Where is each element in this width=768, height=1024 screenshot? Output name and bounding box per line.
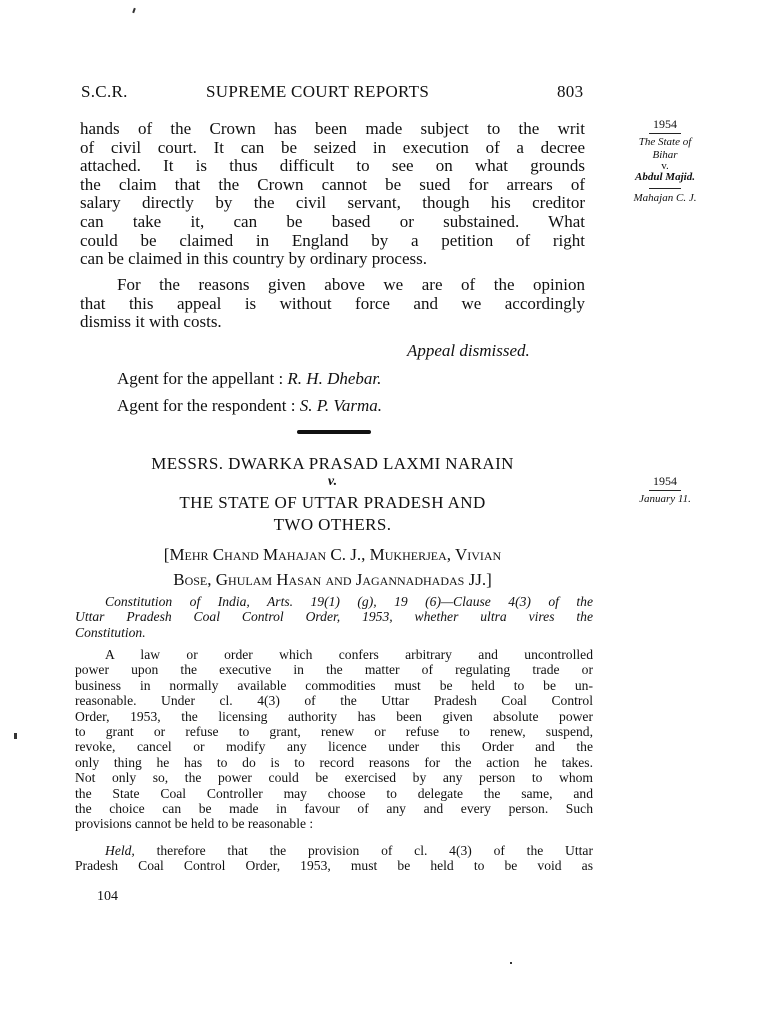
text-line: salary directly by the civil servant, though his creditor <box>80 193 585 213</box>
margin-note-case2 <box>618 475 712 506</box>
case2-title-line1: MESSRS. DWARKA PRASAD LAXMI NARAIN <box>151 454 514 473</box>
margin-judge: Mahajan C. J. <box>633 192 697 204</box>
running-header-left: S.C.R. <box>81 82 128 101</box>
text-line: can be claimed in this country by ordinary process. <box>80 249 427 269</box>
catchwords <box>75 594 593 640</box>
agent-respondent-label: Agent for the respondent : <box>117 396 296 415</box>
held-text: therefore that the provision of cl. 4(3) of the Uttar <box>134 843 593 858</box>
headnote <box>75 647 593 832</box>
catchword-line: Constitution of India, Arts. 19(1) (g), 19 (6)—Clause 4(3) of the <box>105 594 593 609</box>
scan-speck <box>132 8 136 13</box>
agent-appellant-label: Agent for the appellant : <box>117 369 284 388</box>
margin-rule <box>649 133 681 134</box>
headnote-line: A law or order which confers arbitrary and uncontrolled <box>105 647 593 662</box>
margin-party2: Abdul Majid. <box>635 171 695 183</box>
headnote-line: provisions cannot be held to be reasonable : <box>75 816 314 832</box>
text-line: For the reasons given above we are of the opinion <box>117 275 585 294</box>
section-separator <box>297 430 371 434</box>
scan-speck <box>510 962 512 964</box>
agent-respondent <box>117 396 382 416</box>
judges-line: Bose, Ghulam Hasan and Jagannadhadas JJ.] <box>173 570 492 589</box>
text-line: of civil court. It can be seized in execution of a decree <box>80 137 585 157</box>
text-line: dismiss it with costs. <box>80 312 222 332</box>
held-line: Pradesh Coal Control Order, 1953, must be held to be void as <box>75 858 593 874</box>
margin-note-case1 <box>618 118 712 205</box>
bench-judges <box>80 542 585 592</box>
held-word: Held, <box>105 843 135 858</box>
agent-appellant <box>117 369 381 389</box>
headnote-line: the State Coal Controller may choose to delegate the same, and <box>75 785 593 801</box>
case2-title-line3: TWO OTHERS. <box>273 515 392 534</box>
text-line: hands of the Crown has been made subject to the writ <box>80 119 585 138</box>
headnote-line: business in normally available commodities must be held to be un- <box>75 677 593 693</box>
case2-title-line2: THE STATE OF UTTAR PRADESH AND <box>179 493 486 512</box>
scan-speck <box>14 733 17 739</box>
headnote-line: power upon the executive in the matter of regulating trade or <box>75 662 593 678</box>
catchword-line: Uttar Pradesh Coal Control Order, 1953, whether ultra vires the <box>75 609 593 625</box>
headnote-line: the choice can be made in favour of any and every person. Such <box>75 801 593 817</box>
margin-date: January 11. <box>639 493 691 505</box>
headnote-line: reasonable. Under cl. 4(3) of the Uttar Pradesh Coal Control <box>75 693 593 709</box>
text-line: attached. It is thus difficult to see on what grounds <box>80 156 585 176</box>
margin-year: 1954 <box>653 474 677 488</box>
held-line <box>75 843 593 858</box>
appeal-result: Appeal dismissed. <box>407 341 530 360</box>
held-paragraph <box>75 843 593 874</box>
running-header-title: SUPREME COURT REPORTS <box>206 82 430 101</box>
case1-paragraph <box>80 120 585 269</box>
margin-party1: The State of <box>638 136 692 148</box>
agent-appellant-name: R. H. Dhebar. <box>287 369 382 388</box>
margin-rule <box>649 490 681 491</box>
headnote-line: to grant or refuse to grant, renew or refuse to renew, suspend, <box>75 724 593 740</box>
margin-versus: v. <box>661 160 669 172</box>
text-line: that this appeal is without force and we accordingly <box>80 293 585 313</box>
text-line: could be claimed in England by a petition of right <box>80 230 585 250</box>
catchword-line: Constitution. <box>75 624 146 640</box>
margin-rule <box>649 188 681 189</box>
signature-mark: 104 <box>97 889 118 904</box>
text-line: the claim that the Crown cannot be sued for arrears of <box>80 174 585 194</box>
headnote-line: only thing he has to do is to record reasons for the action he takes. <box>75 754 593 770</box>
agent-respondent-name: S. P. Varma. <box>299 396 383 415</box>
judges-line: [Mehr Chand Mahajan C. J., Mukherjea, Vivian <box>163 545 502 564</box>
conclusion-paragraph <box>80 276 585 332</box>
headnote-line: Order, 1953, the licensing authority has been given absolute power <box>75 708 593 724</box>
text-line: can take it, can be based or substained. What <box>80 211 585 231</box>
margin-year: 1954 <box>653 117 677 131</box>
page-number: 803 <box>557 82 584 101</box>
headnote-line: Not only so, the power could be exercised by any person to whom <box>75 770 593 786</box>
headnote-line: revoke, cancel or modify any licence under this Order and the <box>75 739 593 755</box>
margin-party1b: Bihar <box>652 149 678 161</box>
case2-versus: v. <box>327 474 338 489</box>
